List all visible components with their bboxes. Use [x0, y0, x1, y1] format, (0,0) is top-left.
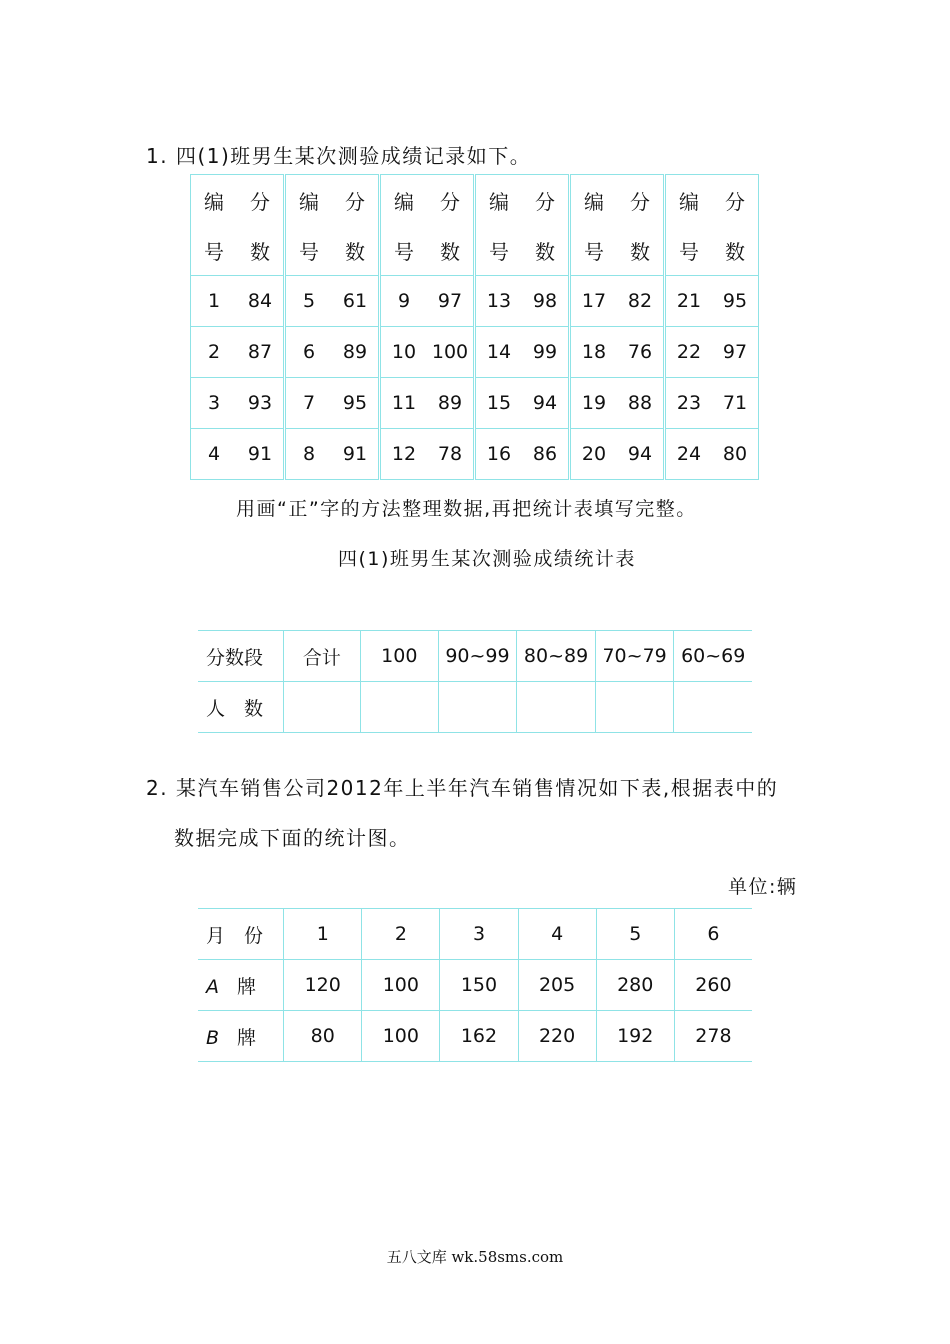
record-id-cell: 21: [665, 276, 713, 327]
brand-a-cell: 100: [362, 960, 440, 1011]
month-cell: 2: [362, 909, 440, 960]
record-score-cell: 97: [427, 276, 475, 327]
month-header-row: [198, 909, 752, 960]
month-cell: 5: [596, 909, 674, 960]
brand-a-suffix: 牌: [237, 975, 257, 998]
brand-b-cell: 162: [440, 1011, 518, 1062]
stat-blank-cell[interactable]: [595, 682, 674, 733]
record-score-cell: 78: [427, 429, 475, 480]
stat-header-cell: 合计: [283, 631, 360, 682]
brand-a-cell: 120: [284, 960, 362, 1011]
record-header-cell: 号: [475, 225, 523, 276]
brand-b-cell: 220: [518, 1011, 596, 1062]
record-header-cell: 编: [380, 175, 428, 226]
stat-header-cell: 100: [360, 631, 438, 682]
month-cell: 4: [518, 909, 596, 960]
record-id-cell: 18: [570, 327, 618, 378]
record-id-cell: 23: [665, 378, 713, 429]
record-header-cell: 数: [427, 225, 475, 276]
record-score-cell: 61: [332, 276, 380, 327]
brand-b-row: [198, 1011, 752, 1062]
record-row: [191, 327, 759, 378]
stat-header-row: [198, 631, 752, 682]
stat-header-cell: 90~99: [438, 631, 517, 682]
record-header-cell: 分: [427, 175, 475, 226]
record-id-cell: 24: [665, 429, 713, 480]
stat-blank-cell[interactable]: [438, 682, 517, 733]
question-2-title-line1: 2. 某汽车销售公司2012年上半年汽车销售情况如下表,根据表中的: [146, 776, 779, 800]
record-id-cell: 11: [380, 378, 428, 429]
instruction-text: 用画“正”字的方法整理数据,再把统计表填写完整。: [236, 498, 697, 520]
question-2-title-line2: 数据完成下面的统计图。: [174, 826, 411, 850]
record-header-cell: 分: [617, 175, 665, 226]
stat-count-row: [198, 682, 752, 733]
record-id-cell: 19: [570, 378, 618, 429]
record-header-cell: 分: [522, 175, 570, 226]
brand-a-cell: 260: [674, 960, 752, 1011]
record-id-cell: 4: [191, 429, 238, 480]
brand-b-cell: 80: [284, 1011, 362, 1062]
record-score-cell: 89: [427, 378, 475, 429]
record-header-row-top: [191, 175, 759, 226]
brand-b-letter: B: [206, 1026, 220, 1049]
record-header-cell: 编: [570, 175, 618, 226]
record-header-cell: 号: [191, 225, 238, 276]
brand-b-cell: 192: [596, 1011, 674, 1062]
stat-header-cell: 60~69: [674, 631, 752, 682]
month-cell: 3: [440, 909, 518, 960]
record-id-cell: 7: [285, 378, 333, 429]
record-header-cell: 分: [712, 175, 759, 226]
brand-a-letter: A: [206, 975, 219, 998]
record-id-cell: 16: [475, 429, 523, 480]
record-score-cell: 76: [617, 327, 665, 378]
record-header-cell: 数: [237, 225, 285, 276]
stat-blank-cell[interactable]: [283, 682, 360, 733]
record-score-cell: 94: [522, 378, 570, 429]
record-header-cell: 分: [237, 175, 285, 226]
record-score-cell: 98: [522, 276, 570, 327]
record-id-cell: 13: [475, 276, 523, 327]
record-row: [191, 276, 759, 327]
record-row: [191, 429, 759, 480]
record-id-cell: 12: [380, 429, 428, 480]
record-row: [191, 378, 759, 429]
record-header-cell: 数: [522, 225, 570, 276]
record-score-cell: 82: [617, 276, 665, 327]
month-cell: 6: [674, 909, 752, 960]
record-score-cell: 99: [522, 327, 570, 378]
brand-b-suffix: 牌: [237, 1026, 257, 1049]
brand-a-cell: 205: [518, 960, 596, 1011]
record-header-cell: 分: [332, 175, 380, 226]
month-header-label: 月 份: [198, 909, 284, 960]
record-id-cell: 5: [285, 276, 333, 327]
record-id-cell: 14: [475, 327, 523, 378]
record-header-cell: 号: [570, 225, 618, 276]
record-id-cell: 17: [570, 276, 618, 327]
brand-a-cell: 280: [596, 960, 674, 1011]
brand-a-row: [198, 960, 752, 1011]
record-header-cell: 数: [617, 225, 665, 276]
brand-a-label: [198, 960, 284, 1011]
stat-blank-cell[interactable]: [674, 682, 752, 733]
brand-a-cell: 150: [440, 960, 518, 1011]
record-score-cell: 89: [332, 327, 380, 378]
record-score-cell: 88: [617, 378, 665, 429]
stat-header-cell: 70~79: [595, 631, 674, 682]
record-id-cell: 1: [191, 276, 238, 327]
record-id-cell: 10: [380, 327, 428, 378]
score-record-table: [190, 174, 759, 480]
record-id-cell: 15: [475, 378, 523, 429]
record-header-cell: 数: [712, 225, 759, 276]
record-header-cell: 编: [285, 175, 333, 226]
brand-b-label: [198, 1011, 284, 1062]
score-stat-table: [198, 630, 752, 733]
stat-header-cell: 80~89: [517, 631, 596, 682]
record-score-cell: 86: [522, 429, 570, 480]
record-score-cell: 94: [617, 429, 665, 480]
record-score-cell: 84: [237, 276, 285, 327]
car-sales-table: [198, 908, 752, 1062]
stat-table-title: 四(1)班男生某次测验成绩统计表: [338, 548, 636, 570]
record-id-cell: 6: [285, 327, 333, 378]
record-header-cell: 编: [475, 175, 523, 226]
record-score-cell: 91: [332, 429, 380, 480]
record-score-cell: 87: [237, 327, 285, 378]
unit-label: 单位:辆: [728, 876, 798, 898]
record-id-cell: 3: [191, 378, 238, 429]
record-header-cell: 号: [665, 225, 713, 276]
stat-blank-cell[interactable]: [517, 682, 596, 733]
record-score-cell: 95: [712, 276, 759, 327]
month-cell: 1: [284, 909, 362, 960]
record-id-cell: 9: [380, 276, 428, 327]
stat-header-cell: 分数段: [198, 631, 283, 682]
stat-row-label: 人 数: [198, 682, 283, 733]
record-score-cell: 80: [712, 429, 759, 480]
record-score-cell: 95: [332, 378, 380, 429]
record-score-cell: 100: [427, 327, 475, 378]
record-score-cell: 91: [237, 429, 285, 480]
question-1-title: 1. 四(1)班男生某次测验成绩记录如下。: [146, 144, 532, 168]
record-header-cell: 编: [665, 175, 713, 226]
brand-b-cell: 100: [362, 1011, 440, 1062]
record-id-cell: 20: [570, 429, 618, 480]
record-id-cell: 2: [191, 327, 238, 378]
stat-blank-cell[interactable]: [360, 682, 438, 733]
record-header-cell: 号: [285, 225, 333, 276]
record-id-cell: 22: [665, 327, 713, 378]
record-score-cell: 71: [712, 378, 759, 429]
brand-b-cell: 278: [674, 1011, 752, 1062]
record-header-cell: 数: [332, 225, 380, 276]
record-header-row-bottom: [191, 225, 759, 276]
record-score-cell: 97: [712, 327, 759, 378]
record-score-cell: 93: [237, 378, 285, 429]
record-id-cell: 8: [285, 429, 333, 480]
record-header-cell: 编: [191, 175, 238, 226]
footer-watermark: 五八文库 wk.58sms.com: [386, 1248, 564, 1266]
record-header-cell: 号: [380, 225, 428, 276]
